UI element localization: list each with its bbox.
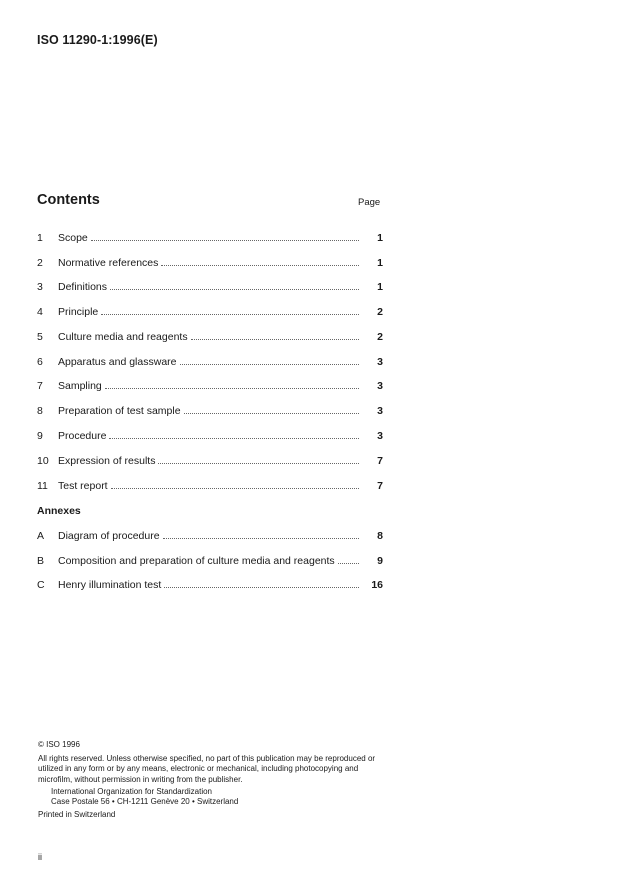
toc-number: 3 — [37, 281, 43, 293]
toc-title[interactable]: Sampling — [58, 380, 102, 392]
dot-leader — [161, 257, 359, 266]
toc-row[interactable] — [37, 380, 383, 394]
toc-page-number: 3 — [377, 405, 383, 417]
toc-number: 1 — [37, 232, 43, 244]
toc-number: 11 — [37, 480, 48, 492]
toc-page-number: 1 — [377, 232, 383, 244]
toc-title[interactable]: Culture media and reagents — [58, 331, 188, 343]
publisher-address — [51, 787, 238, 808]
toc-number: 8 — [37, 405, 43, 417]
toc-page-number: 2 — [377, 331, 383, 343]
toc-row[interactable] — [37, 455, 383, 469]
toc-title[interactable]: Normative references — [58, 257, 159, 269]
document-id: ISO 11290-1:1996(E) — [37, 33, 158, 47]
dot-leader — [105, 380, 359, 389]
dot-leader — [338, 555, 359, 564]
annex-row[interactable] — [37, 579, 383, 593]
toc-page-number: 1 — [377, 257, 383, 269]
annex-title[interactable]: Henry illumination test — [58, 579, 162, 591]
dot-leader — [91, 232, 359, 241]
page-number: ii — [38, 852, 42, 862]
annex-letter: C — [37, 579, 45, 591]
toc-row[interactable] — [37, 257, 383, 271]
contents-title: Contents — [37, 192, 100, 208]
toc-page-number: 3 — [377, 380, 383, 392]
toc-page-number: 3 — [377, 356, 383, 368]
toc-row[interactable] — [37, 356, 383, 370]
toc-number: 2 — [37, 257, 43, 269]
toc-title[interactable]: Apparatus and glassware — [58, 356, 177, 368]
annex-page-number: 8 — [377, 530, 383, 542]
annexes-heading: Annexes — [37, 505, 81, 517]
toc-row[interactable] — [37, 405, 383, 419]
annex-letter: B — [37, 555, 45, 567]
toc-title[interactable]: Principle — [58, 306, 99, 318]
toc-page-number: 1 — [377, 281, 383, 293]
toc-number: 4 — [37, 306, 43, 318]
annex-row[interactable] — [37, 530, 383, 544]
toc-title[interactable]: Scope — [58, 232, 88, 244]
toc-title[interactable]: Test report — [58, 480, 108, 492]
toc-row[interactable] — [37, 281, 383, 295]
annex-page-number: 16 — [371, 579, 383, 591]
toc-row[interactable] — [37, 232, 383, 246]
toc-page-number: 3 — [377, 430, 383, 442]
toc-title[interactable]: Expression of results — [58, 455, 156, 467]
org-name: International Organization for Standardization — [51, 787, 212, 796]
rights-statement: All rights reserved. Unless otherwise specified, no part of this publication may be reproduced or utilized in any form or by any means, electronic or mechanical, including photocopying and microfilm, without permission in writing from the publisher. — [38, 754, 376, 784]
dot-leader — [101, 306, 359, 315]
dot-leader — [111, 480, 359, 489]
org-address: Case Postale 56 • CH-1211 Genève 20 • Switzerland — [51, 797, 239, 807]
dot-leader — [184, 405, 359, 414]
printed-location: Printed in Switzerland — [38, 810, 116, 819]
annex-title[interactable]: Diagram of procedure — [58, 530, 160, 542]
dot-leader — [180, 356, 360, 365]
toc-page-number: 2 — [377, 306, 383, 318]
dot-leader — [158, 455, 359, 464]
copyright-notice: © ISO 1996 — [38, 740, 80, 749]
toc-row[interactable] — [37, 430, 383, 444]
toc-title[interactable]: Procedure — [58, 430, 107, 442]
toc-row[interactable] — [37, 306, 383, 320]
annex-letter: A — [37, 530, 45, 542]
toc-number: 7 — [37, 380, 43, 392]
page-column-label: Page — [358, 197, 381, 208]
dot-leader — [163, 530, 359, 539]
annex-row[interactable] — [37, 555, 383, 569]
toc-row[interactable] — [37, 480, 383, 494]
toc-number: 5 — [37, 331, 43, 343]
toc-row[interactable] — [37, 331, 383, 345]
toc-number: 10 — [37, 455, 49, 467]
toc-title[interactable]: Preparation of test sample — [58, 405, 181, 417]
dot-leader — [110, 281, 359, 290]
toc-page-number: 7 — [377, 455, 383, 467]
toc-number: 6 — [37, 356, 43, 368]
annex-title[interactable]: Composition and preparation of culture media and reagents — [58, 555, 335, 567]
dot-leader — [109, 430, 359, 439]
annex-page-number: 9 — [377, 555, 383, 567]
dot-leader — [164, 579, 359, 588]
toc-title[interactable]: Definitions — [58, 281, 108, 293]
toc-number: 9 — [37, 430, 43, 442]
toc-page-number: 7 — [377, 480, 383, 492]
dot-leader — [191, 331, 359, 340]
